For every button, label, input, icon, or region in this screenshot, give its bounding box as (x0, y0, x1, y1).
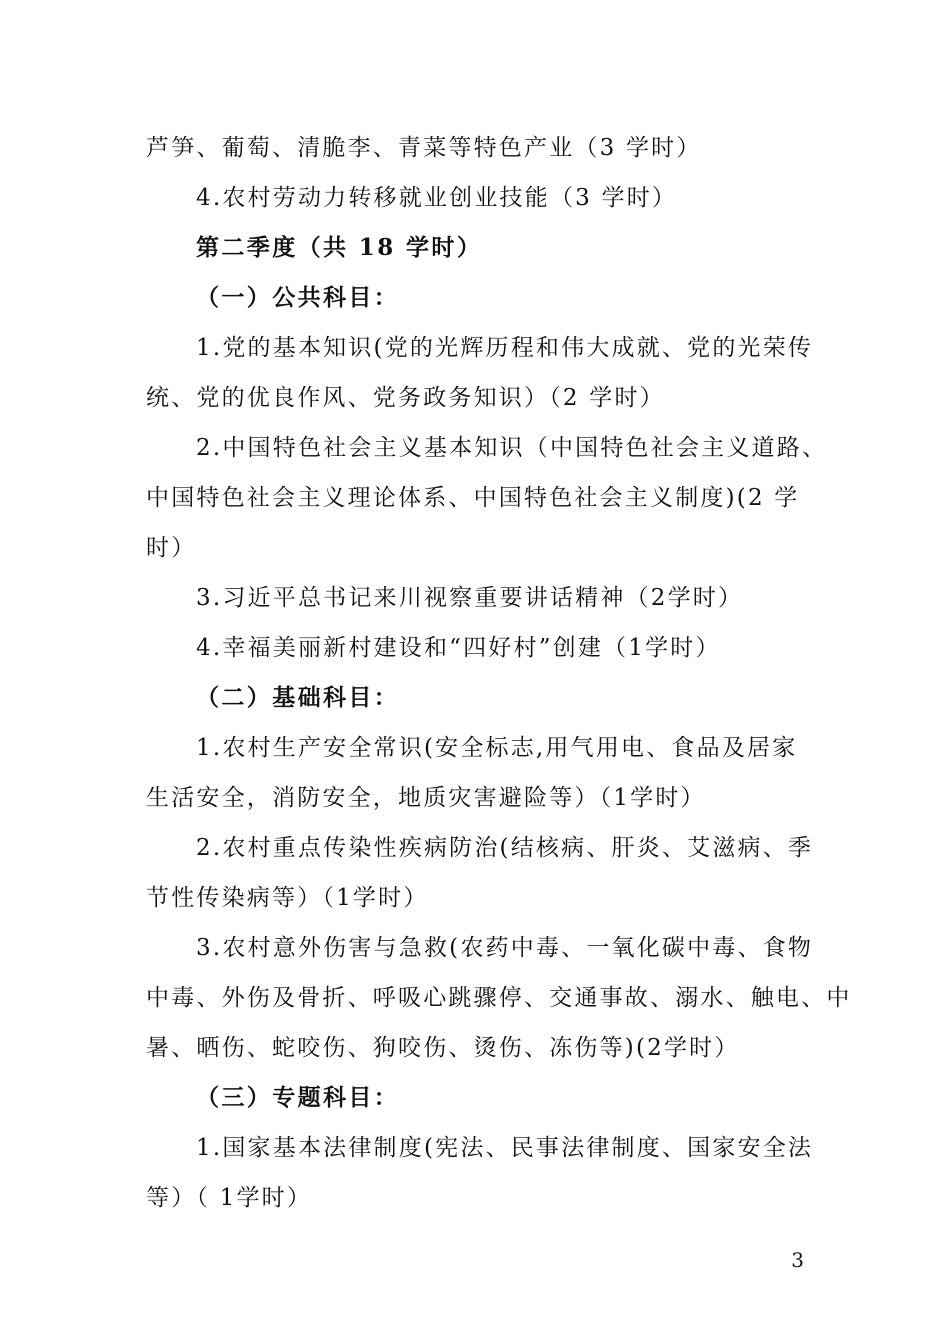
text-line: 2.中国特色社会主义基本知识（中国特色社会主义道路、 (196, 435, 828, 461)
subsection-heading: （一）公共科目： (196, 284, 400, 311)
text-line: 等）（ 1学时） (146, 1185, 313, 1211)
text-line: 节性传染病等）（1学时） (146, 885, 429, 911)
text-line: 统、党的优良作风、党务政务知识）（2 学时） (146, 385, 665, 411)
text-line: 时） (146, 535, 197, 561)
subsection-heading: （二）基础科目： (196, 684, 400, 711)
text-line: 1.农村生产安全常识(安全标志,用气用电、食品及居家 (196, 735, 798, 761)
text-line: 4.农村劳动力转移就业创业技能（3 学时） (196, 185, 678, 211)
text-line: 中毒、外伤及骨折、呼吸心跳骤停、交通事故、溺水、触电、中 (146, 985, 852, 1011)
text-line: 1.国家基本法律制度(宪法、民事法律制度、国家安全法 (196, 1135, 814, 1161)
text-line: 3.习近平总书记来川视察重要讲话精神（2学时） (196, 585, 744, 611)
text-line: 暑、晒伤、蛇咬伤、狗咬伤、烫伤、冻伤等)(2学时） (146, 1035, 740, 1061)
text-line: 4.幸福美丽新村建设和“四好村”创建（1学时） (196, 635, 721, 661)
section-heading: 第二季度（共 18 学时） (196, 234, 483, 261)
text-line: 1.党的基本知识(党的光辉历程和伟大成就、党的光荣传 (196, 335, 814, 361)
text-line: 芦笋、葡萄、清脆李、青菜等特色产业（3 学时） (146, 135, 702, 161)
subsection-heading: （三）专题科目： (196, 1084, 400, 1111)
text-line: 生活安全，消防安全，地质灾害避险等）（1学时） (146, 785, 706, 811)
text-line: 3.农村意外伤害与急救(农药中毒、一氧化碳中毒、食物 (196, 935, 814, 961)
page-number: 3 (791, 1248, 804, 1272)
text-line: 2.农村重点传染性疾病防治(结核病、肝炎、艾滋病、季 (196, 835, 814, 861)
text-line: 中国特色社会主义理论体系、中国特色社会主义制度)(2 学 (146, 485, 800, 511)
